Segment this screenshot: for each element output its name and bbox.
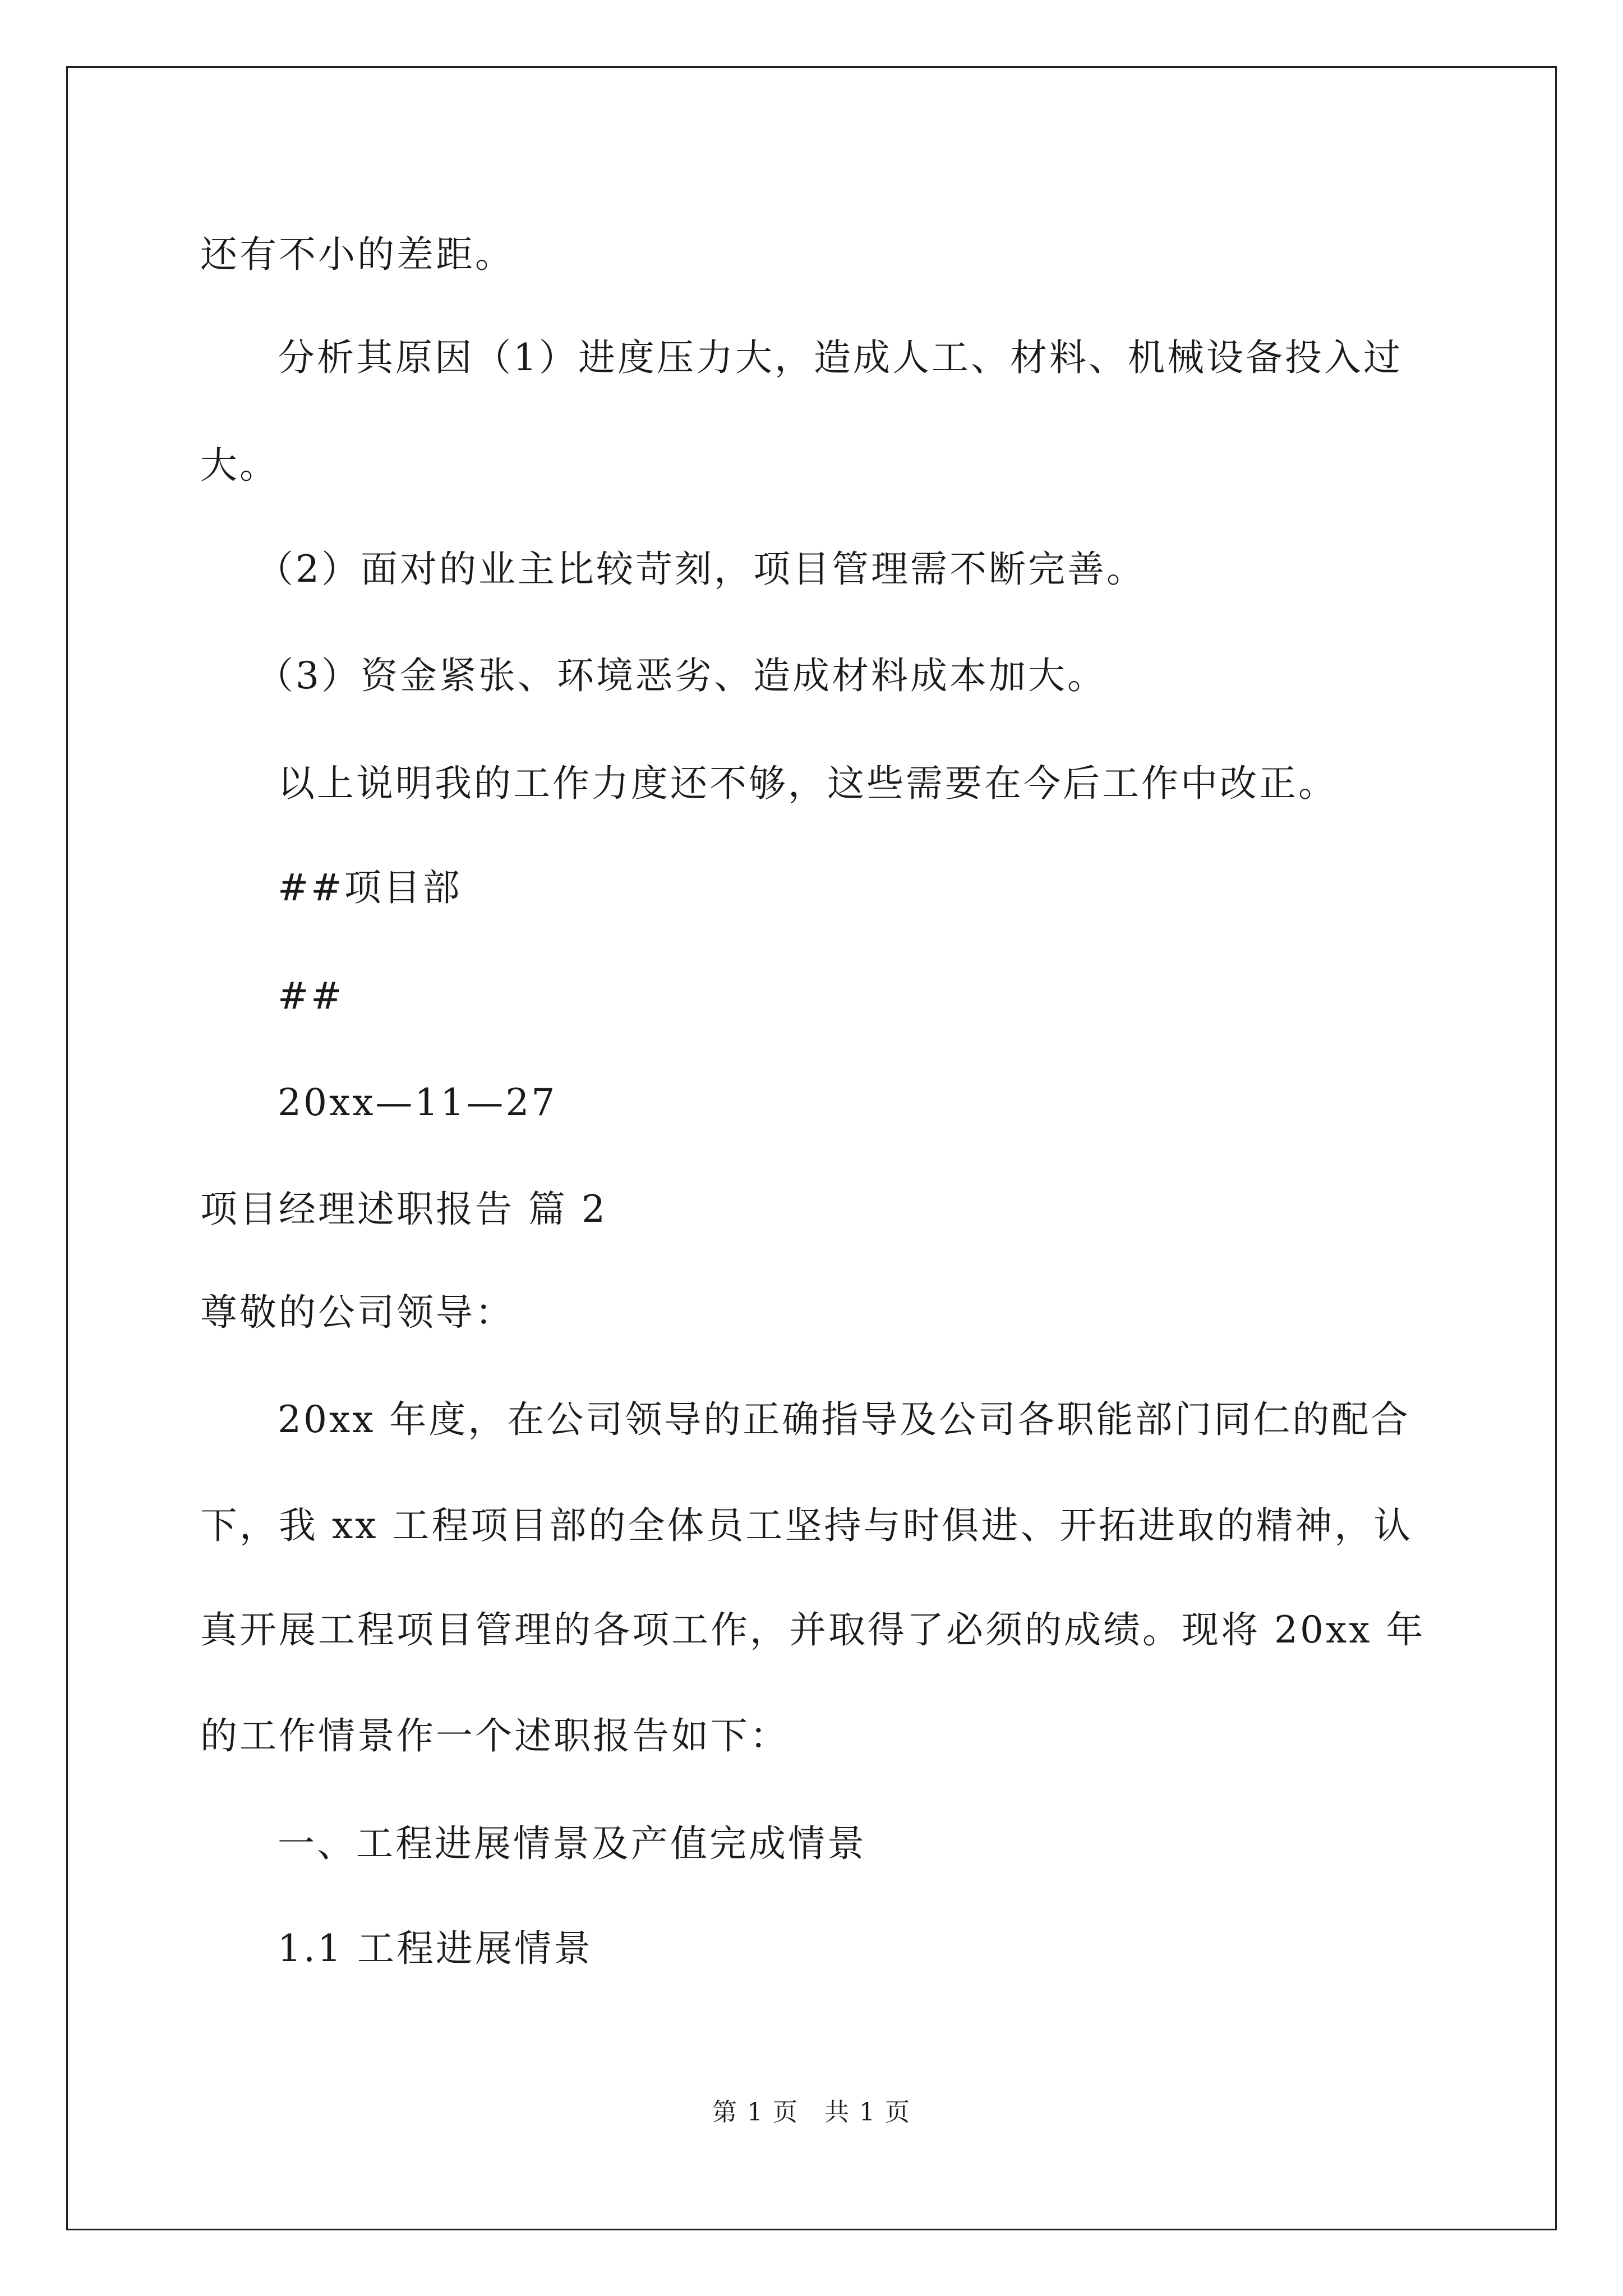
- subheading: 1.1 工程进展情景: [278, 1927, 593, 1970]
- text-line: 分析其原因（1）进度压力大，造成人工、材料、机械设备投入过: [278, 336, 1403, 379]
- subheading: 一、工程进展情景及产值完成情景: [278, 1822, 866, 1865]
- section-heading: 项目经理述职报告 篇 2: [200, 1188, 607, 1231]
- text-line: （2）面对的业主比较苛刻，项目管理需不断完善。: [256, 547, 1146, 591]
- text-line: ##项目部: [278, 866, 462, 909]
- text-line: 大。: [200, 444, 279, 487]
- text-line: 真开展工程项目管理的各项工作，并取得了必须的成绩。现将 20xx 年: [200, 1608, 1426, 1651]
- text-line: 的工作情景作一个述职报告如下：: [200, 1714, 789, 1757]
- text-line: 下，我 xx 工程项目部的全体员工坚持与时俱进、开拓进取的精神，认: [200, 1504, 1413, 1547]
- page-footer: 第 1 页 共 1 页: [712, 2098, 911, 2127]
- text-line: 20xx 年度，在公司领导的正确指导及公司各职能部门同仁的配合: [278, 1398, 1410, 1441]
- text-line: （3）资金紧张、环境恶劣、造成材料成本加大。: [256, 654, 1106, 697]
- text-line: 还有不小的差距。: [200, 233, 514, 276]
- text-line: 20xx—11—27: [278, 1081, 557, 1124]
- text-line: 以上说明我的工作力度还不够，这些需要在今后工作中改正。: [278, 762, 1338, 805]
- page-border: [66, 66, 1557, 2230]
- text-line: ##: [278, 974, 344, 1018]
- salutation: 尊敬的公司领导：: [200, 1291, 514, 1334]
